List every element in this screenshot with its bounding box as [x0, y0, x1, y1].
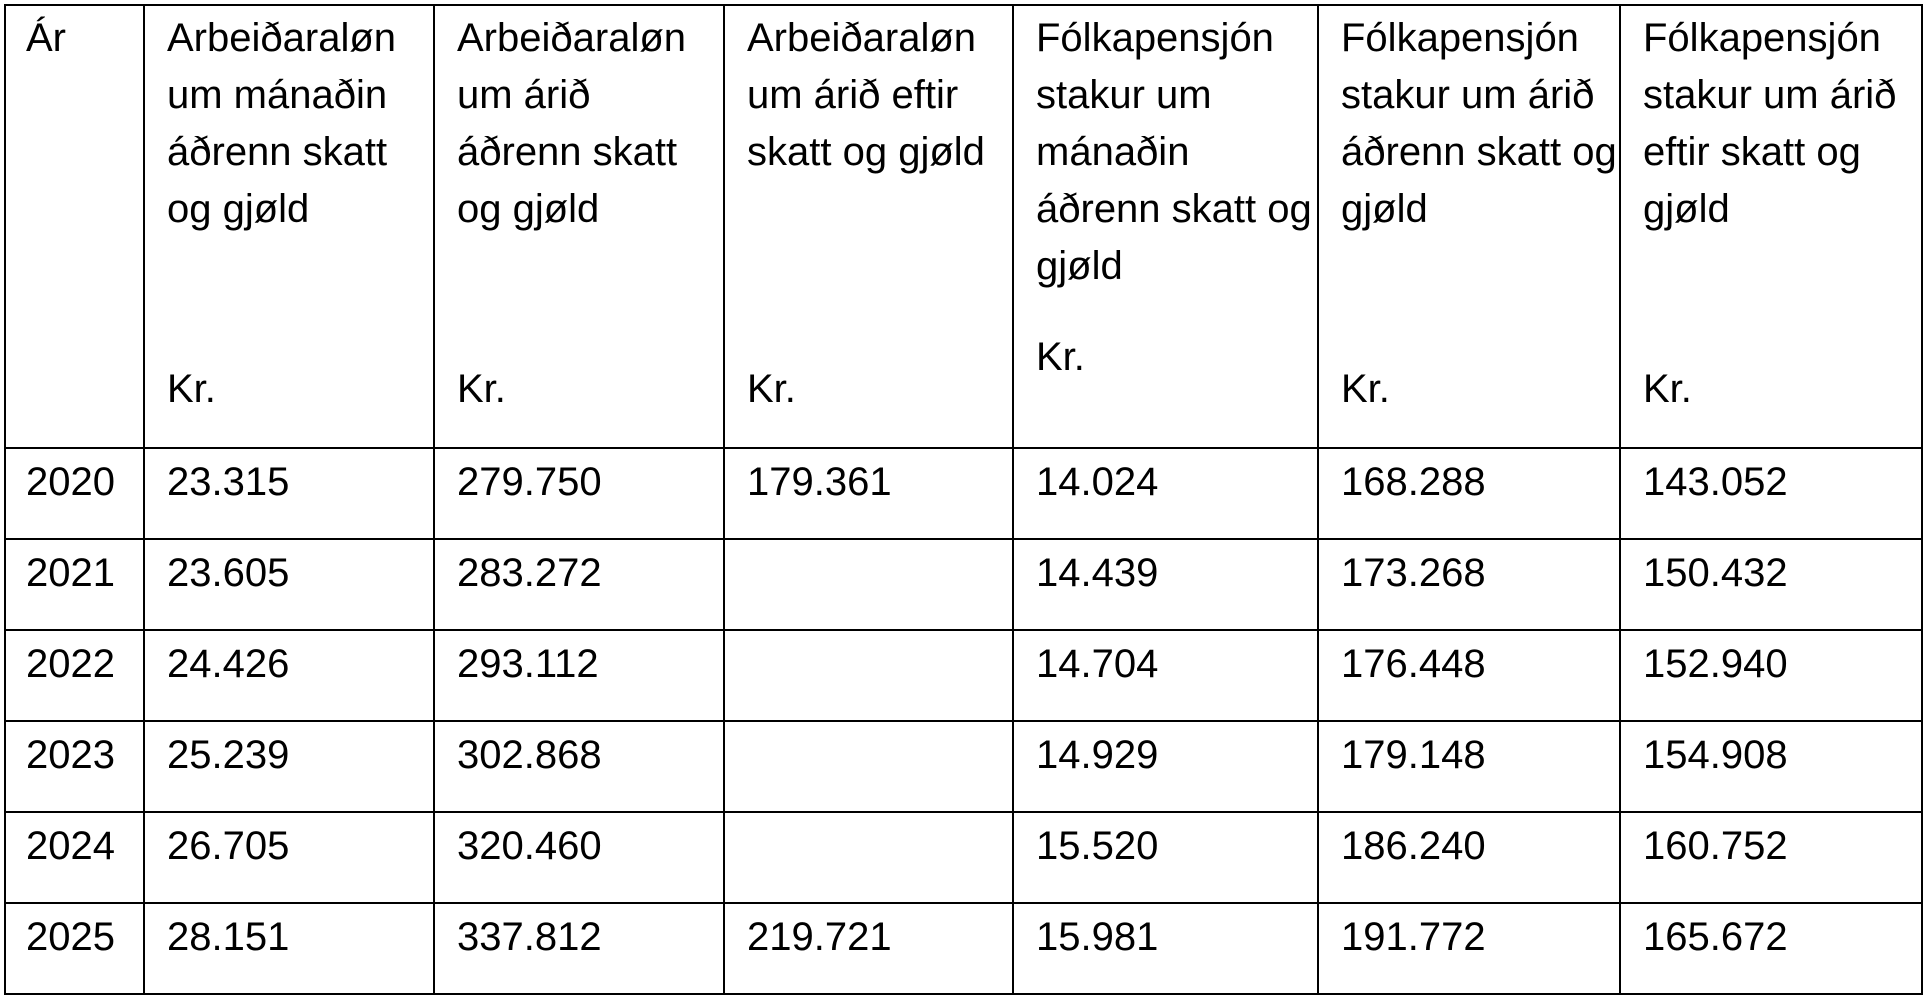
header-label: Fólkapensjón stakur um árið áðrenn skatt og gjøld	[1341, 16, 1617, 231]
header-cell-pension-month-gross	[1013, 5, 1318, 448]
header-cell-wage-year-net	[724, 5, 1013, 448]
table-cell: 2022	[5, 630, 144, 721]
table-cell: 179.361	[724, 448, 1013, 539]
table-cell	[724, 539, 1013, 630]
table-cell: 154.908	[1620, 721, 1922, 812]
header-label: Fólkapensjón stakur um mánaðin áðrenn skatt og gjøld	[1036, 16, 1312, 288]
header-unit: Kr.	[747, 367, 796, 411]
table-cell: 279.750	[434, 448, 724, 539]
table-cell: 302.868	[434, 721, 724, 812]
table-cell: 14.929	[1013, 721, 1318, 812]
table-cell	[724, 721, 1013, 812]
header-label: Arbeiðaraløn um árið eftir skatt og gjøld	[747, 16, 985, 174]
table-cell: 14.704	[1013, 630, 1318, 721]
header-cell-pension-year-net	[1620, 5, 1922, 448]
header-cell-year	[5, 5, 144, 448]
header-unit: Kr.	[1341, 367, 1390, 411]
table-cell: 24.426	[144, 630, 434, 721]
table-row	[5, 721, 1922, 812]
table-cell: 2023	[5, 721, 144, 812]
table-cell: 26.705	[144, 812, 434, 903]
table-cell: 23.315	[144, 448, 434, 539]
header-unit: Kr.	[457, 367, 506, 411]
table-cell: 176.448	[1318, 630, 1620, 721]
header-label: Arbeiðaraløn um árið áðrenn skatt og gjøld	[457, 16, 687, 231]
header-label: Ár	[26, 16, 66, 60]
table-cell: 15.520	[1013, 812, 1318, 903]
table-row	[5, 812, 1922, 903]
table-cell: 191.772	[1318, 903, 1620, 994]
table-cell: 23.605	[144, 539, 434, 630]
table-cell	[724, 630, 1013, 721]
table-cell: 2020	[5, 448, 144, 539]
table-cell: 2021	[5, 539, 144, 630]
header-label: Fólkapensjón stakur um árið eftir skatt og gjøld	[1643, 16, 1897, 231]
header-unit: Kr.	[167, 367, 216, 411]
table-cell: 150.432	[1620, 539, 1922, 630]
table-cell: 152.940	[1620, 630, 1922, 721]
table-cell	[724, 812, 1013, 903]
table-row	[5, 539, 1922, 630]
header-unit: Kr.	[1643, 367, 1692, 411]
table-header-row	[5, 5, 1922, 448]
header-label: Arbeiðaraløn um mánaðin áðrenn skatt og gjøld	[167, 16, 397, 231]
header-cell-wage-month-gross	[144, 5, 434, 448]
table-cell: 160.752	[1620, 812, 1922, 903]
table-cell: 337.812	[434, 903, 724, 994]
table-cell: 179.148	[1318, 721, 1620, 812]
header-cell-pension-year-gross	[1318, 5, 1620, 448]
table-cell: 165.672	[1620, 903, 1922, 994]
header-cell-wage-year-gross	[434, 5, 724, 448]
table-cell: 25.239	[144, 721, 434, 812]
table-cell: 186.240	[1318, 812, 1620, 903]
table-cell: 219.721	[724, 903, 1013, 994]
table-cell: 173.268	[1318, 539, 1620, 630]
table-cell: 283.272	[434, 539, 724, 630]
table-cell: 143.052	[1620, 448, 1922, 539]
table-cell: 14.024	[1013, 448, 1318, 539]
table-row	[5, 448, 1922, 539]
table-cell: 320.460	[434, 812, 724, 903]
data-table	[4, 4, 1923, 995]
table-cell: 2024	[5, 812, 144, 903]
table-cell: 14.439	[1013, 539, 1318, 630]
table-row	[5, 903, 1922, 994]
header-unit: Kr.	[1036, 335, 1085, 379]
table-cell: 168.288	[1318, 448, 1620, 539]
table-cell: 28.151	[144, 903, 434, 994]
table-cell: 293.112	[434, 630, 724, 721]
table-row	[5, 630, 1922, 721]
table-cell: 2025	[5, 903, 144, 994]
table-cell: 15.981	[1013, 903, 1318, 994]
